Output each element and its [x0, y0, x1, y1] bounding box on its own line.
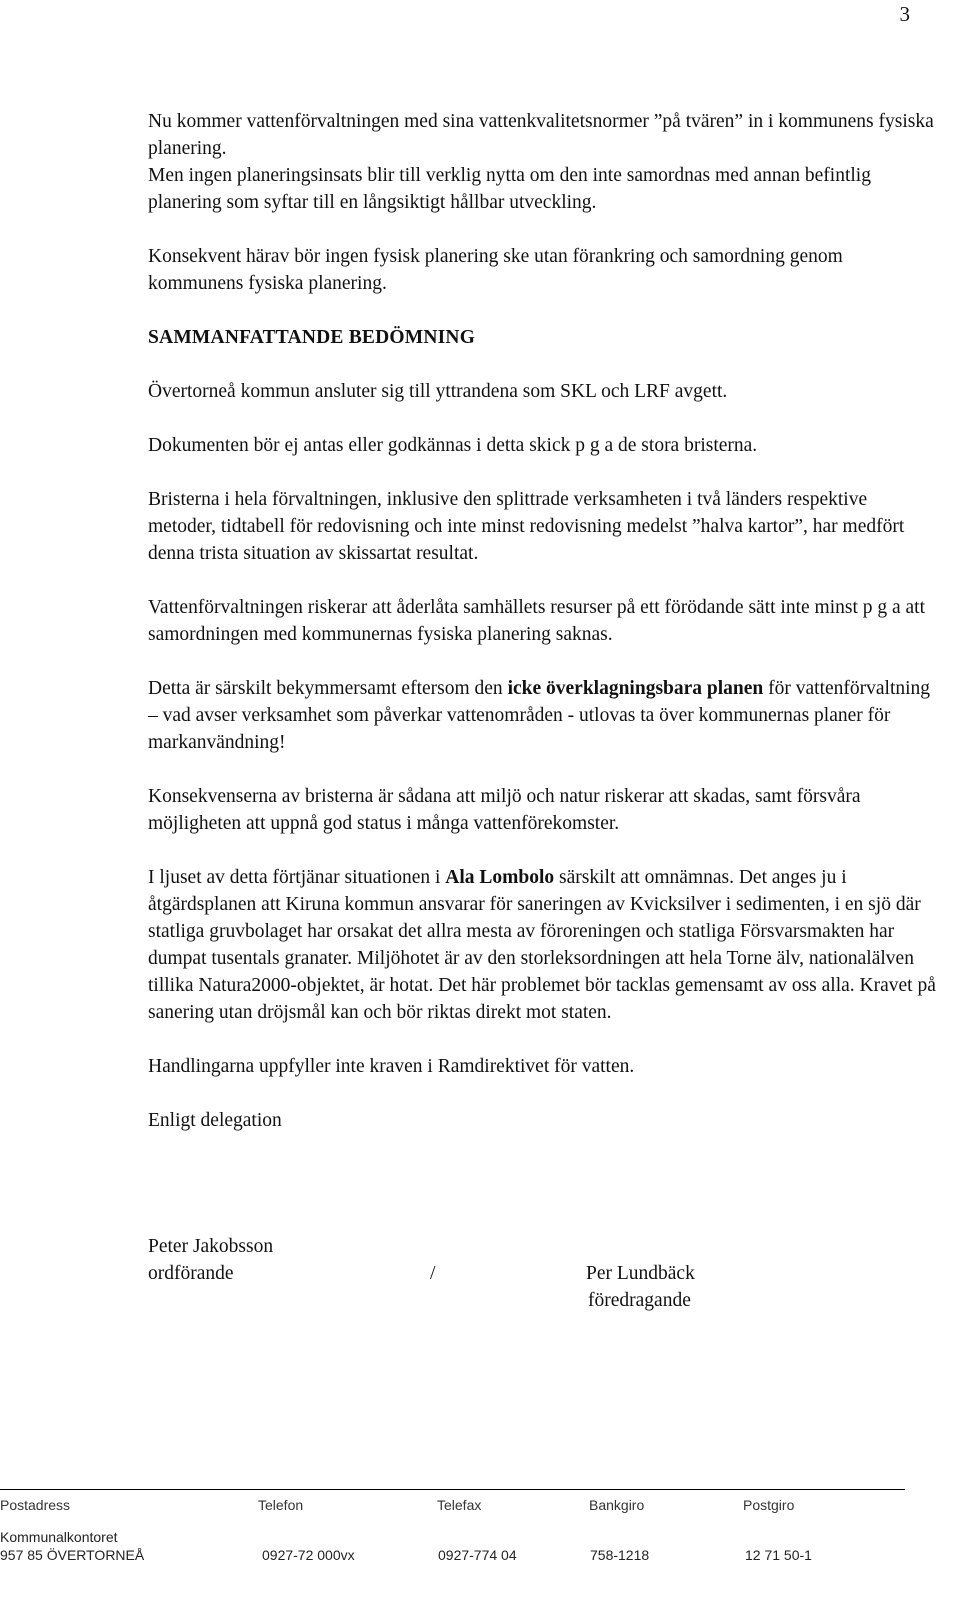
- footer-phone: 0927-72 000vx: [262, 1547, 355, 1563]
- paragraph-consequence: Konsekvent härav bör ingen fysisk planering ske utan förankring och samordning genom kommunens fysiska planering.: [148, 246, 843, 294]
- ala-lombolo-text-end: särskilt att omnämnas. Det anges ju i åtgärdsplanen att Kiruna kommun ansvarar för saneringen av Kvicksilver i sedimenten, i en sjö där statliga gruvbolaget har orsakat det allra mesta av föroreningen och statliga Försvarsmakten har dumpat tusentals granater. Miljöhotet är av den storleksordningen att hela Torne älv, nationalälven tillika Natura2000-objektet, är hotat. Det här problemet bör tacklas gemensamt av oss alla. Kravet på sanering utan dröjsmål kan och bör riktas direkt mot staten.: [148, 867, 936, 1023]
- section-heading: SAMMANFATTANDE BEDÖMNING: [148, 327, 476, 348]
- footer-label-postgiro: Postgiro: [743, 1497, 795, 1513]
- footer-address: 957 85 ÖVERTORNEÅ: [0, 1547, 145, 1563]
- signature-block: [148, 1233, 848, 1314]
- document-body: [148, 108, 938, 1161]
- footer-office: Kommunalkontoret: [0, 1529, 118, 1545]
- signatory-name-left: Peter Jakobsson: [148, 1236, 274, 1257]
- paragraph-endorsement: Övertorneå kommun ansluter sig till yttrandena som SKL och LRF avgett.: [148, 381, 728, 402]
- paragraph-intro-1: Nu kommer vattenförvaltningen med sina vattenkvalitetsnormer ”på tvären” in i kommunens fysiska planering.: [148, 111, 934, 159]
- footer-bankgiro: 758-1218: [590, 1547, 650, 1563]
- footer-label-bankgiro: Bankgiro: [589, 1497, 645, 1513]
- signature-separator: /: [430, 1263, 436, 1284]
- ala-lombolo-text-start: I ljuset av detta förtjänar situationen i: [148, 867, 446, 888]
- signatory-role-right: föredragande: [588, 1290, 691, 1311]
- paragraph-resources: Vattenförvaltningen riskerar att åderlåta samhällets resurser på ett förödande sätt inte minst p g a att samordningen med kommunernas fysiska planering saknas.: [148, 597, 926, 645]
- paragraph-shortcomings: Bristerna i hela förvaltningen, inklusive den splittrade verksamheten i två länders respektive metoder, tidtabell för redovisning och inte minst redovisning medelst ”halva kartor”, har medfört denna trista situation av skissartat resultat.: [148, 489, 905, 564]
- signatory-name-right: Per Lundbäck: [586, 1263, 695, 1284]
- page-number: 3: [899, 2, 910, 26]
- footer-divider: [0, 1489, 905, 1490]
- footer-postgiro: 12 71 50-1: [745, 1547, 812, 1563]
- footer-label-fax: Telefax: [437, 1497, 482, 1513]
- ala-lombolo-emphasis: Ala Lombolo: [445, 867, 555, 888]
- paragraph-rejection: Dokumenten bör ej antas eller godkännas i detta skick p g a de stora bristerna.: [148, 435, 758, 456]
- signatory-role-left: ordförande: [148, 1263, 234, 1284]
- footer-label-address: Postadress: [0, 1497, 71, 1513]
- paragraph-delegation: Enligt delegation: [148, 1110, 282, 1131]
- plan-concern-emphasis: icke överklagningsbara planen: [507, 678, 764, 699]
- footer-label-phone: Telefon: [258, 1497, 304, 1513]
- paragraph-consequences: Konsekvenserna av bristerna är sådana att miljö och natur riskerar att skadas, samt försvåra möjligheten att uppnå god status i många vattenförekomster.: [148, 786, 861, 834]
- footer: [0, 1496, 960, 1564]
- paragraph-intro-2: Men ingen planeringsinsats blir till verklig nytta om den inte samordnas med annan befintlig planering som syftar till en långsiktigt hållbar utveckling.: [148, 165, 871, 213]
- plan-concern-text-start: Detta är särskilt bekymmersamt eftersom den: [148, 678, 508, 699]
- paragraph-plan-concern: [148, 675, 938, 756]
- plan-concern-text-end: för vattenförvaltning – vad avser verksamhet som påverkar vattenområden - utlovas ta över kommunernas planer för markanvändning!: [148, 678, 931, 753]
- paragraph-ala-lombolo: [148, 864, 938, 1026]
- paragraph-conclusion: Handlingarna uppfyller inte kraven i Ramdirektivet för vatten.: [148, 1056, 635, 1077]
- footer-fax: 0927-774 04: [438, 1547, 517, 1563]
